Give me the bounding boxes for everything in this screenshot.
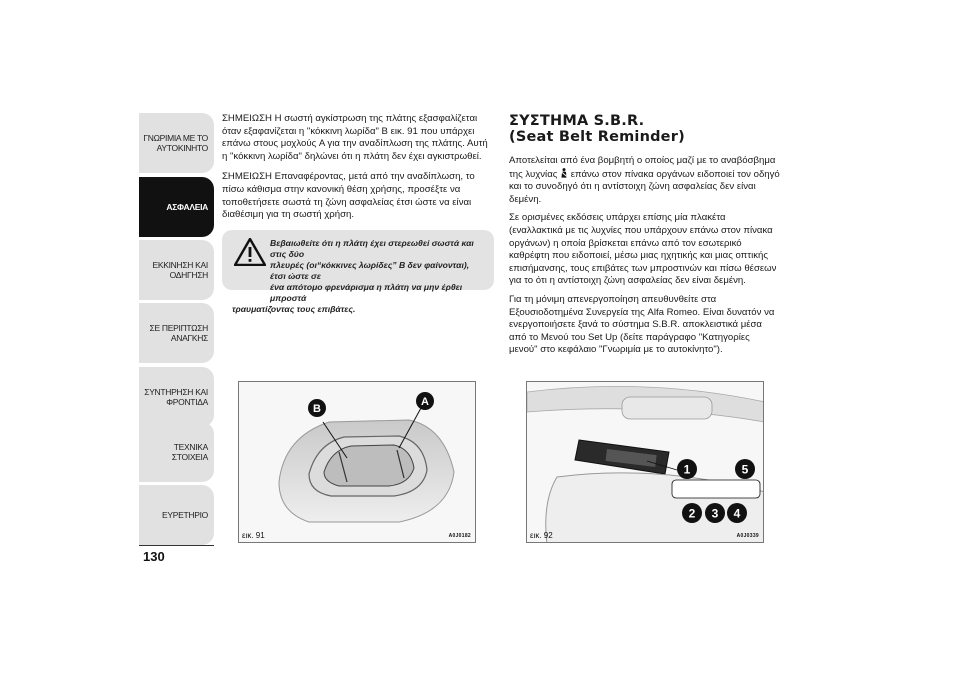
left-column: [222, 113, 494, 314]
tab-maintenance[interactable]: ΣΥΝΤΗΡΗΣΗ ΚΑΙ ΦΡΟΝΤΙΔΑ: [139, 367, 214, 427]
svg-text:3: 3: [711, 506, 719, 521]
figure-92-caption: εικ. 92: [530, 531, 553, 540]
tab-technical-data[interactable]: ΤΕΧΝΙΚΑ ΣΤΟΙΧΕΙΑ: [139, 422, 214, 482]
tab-safety[interactable]: ΑΣΦΑΛΕΙΑ: [139, 177, 214, 237]
sbr-paragraph-2: Σε ορισμένες εκδόσεις υπάρχει επίσης μία πλακέτα (εναλλακτικά με τις λυχνίες που υπάρχουν επάνω στον πίνακα οργάνων) η οποία βρίσκεται επάνω από τον εσωτερικό καθρέφτη που ειδοποιεί, μέσω μιας ηχητικής και μιας οπτικής επισήμανσης, τους επιβάτες των μπροστινών και πίσω θέσεων για το ότι η αντίστοιχη ζώνη ασφαλείας δεν είναι δεμένη.: [509, 212, 777, 287]
sbr-paragraph-3: Για τη μόνιμη απενεργοποίηση απευθυνθείτε στα Εξουσιοδοτημένα Συνεργεία της Alfa Romeo. Είναι δυνατόν να ενεργοποιήσετε ξανά το σύστημα S.B.R. αποκλειστικά μέσα από το Μενού του Set Up (δείτε παράγραφο "Κατηγορίες μενού" στο κεφάλαιο "Γνωριμία με το αυτοκίνητο").: [509, 293, 775, 356]
warning-triangle-icon: [234, 238, 266, 266]
warning-box: [222, 230, 494, 314]
figure-92: [526, 381, 764, 543]
figure-92-code: A0J0339: [736, 533, 759, 539]
note-paragraph-2: ΣΗΜΕΙΩΣΗ Επαναφέροντας, μετά από την αναδίπλωση, το πίσω κάθισμα στην κανονική θέση χρήσης, προσέξτε να τοποθετήσετε σωστά τη ζώνη ασφαλείας έτσι ώστε να είναι διαθέσιμη για τη σωστή χρήση.: [222, 171, 475, 221]
svg-text:5: 5: [741, 462, 749, 477]
right-column: [509, 113, 780, 363]
tab-starting-driving[interactable]: ΕΚΚΙΝΗΣΗ ΚΑΙ ΟΔΗΓΗΣΗ: [139, 240, 214, 300]
svg-text:4: 4: [733, 506, 741, 521]
sbr-panel-detail: [672, 480, 760, 498]
warning-text: Βεβαιωθείτε ότι η πλάτη έχει στερεωθεί σωστά και στις δύο πλευρές (οι“κόκκινες λωρίδες” B δεν φαίνονται), έτσι ώστε σε ένα απότομο φρενάρισμα η πλάτη να μην έρθει μπροστά τραυματίζοντας τους επιβάτες.: [232, 237, 474, 314]
page-number: 130: [143, 549, 165, 564]
callout-a-label: A: [421, 396, 429, 408]
sbr-panel-illustration: [527, 382, 764, 543]
seat-lever-illustration: [239, 382, 476, 543]
callout-b-label: B: [313, 403, 321, 415]
section-title: ΣΥΣΤΗΜΑ S.B.R. (Seat Belt Reminder): [509, 113, 685, 145]
seatbelt-icon: [560, 168, 568, 178]
tab-getting-to-know[interactable]: ΓΝΩΡΙΜΙΑ ΜΕ ΤΟ ΑΥΤΟΚΙΝΗΤΟ: [139, 113, 214, 173]
figure-91-code: A0J0182: [448, 533, 471, 539]
figure-91-caption: εικ. 91: [242, 531, 265, 540]
tab-emergency[interactable]: ΣΕ ΠΕΡΙΠΤΩΣΗ ΑΝΑΓΚΗΣ: [139, 303, 214, 363]
svg-text:1: 1: [683, 462, 691, 477]
sbr-paragraph-1: Αποτελείται από ένα βομβητή ο οποίος μαζί με το αναβόσβημα της λυχνίας επάνω στον πίνακα οργάνων ειδοποιεί τον οδηγό και το συνοδηγό ότι η αντίστοιχη ζώνη ασφαλείας δεν είναι δεμένη.: [509, 155, 780, 205]
note-paragraph-1: ΣΗΜΕΙΩΣΗ Η σωστή αγκίστρωση της πλάτης εξασφαλίζεται όταν εξαφανίζεται η "κόκκινη λωρίδα" B εικ. 91 που υπάρχει επάνω στους μοχλούς A για την αναδίπλωση της πλάτης. Αυτή η "κόκκινη λωρίδα" δηλώνει ότι η πλάτη δεν έχει αγκιστρωθεί.: [222, 113, 488, 162]
svg-text:2: 2: [688, 506, 696, 521]
page-number-rule: [139, 545, 214, 546]
tab-index[interactable]: ΕΥΡΕΤΗΡΙΟ: [139, 485, 214, 545]
figure-91: [238, 381, 476, 543]
